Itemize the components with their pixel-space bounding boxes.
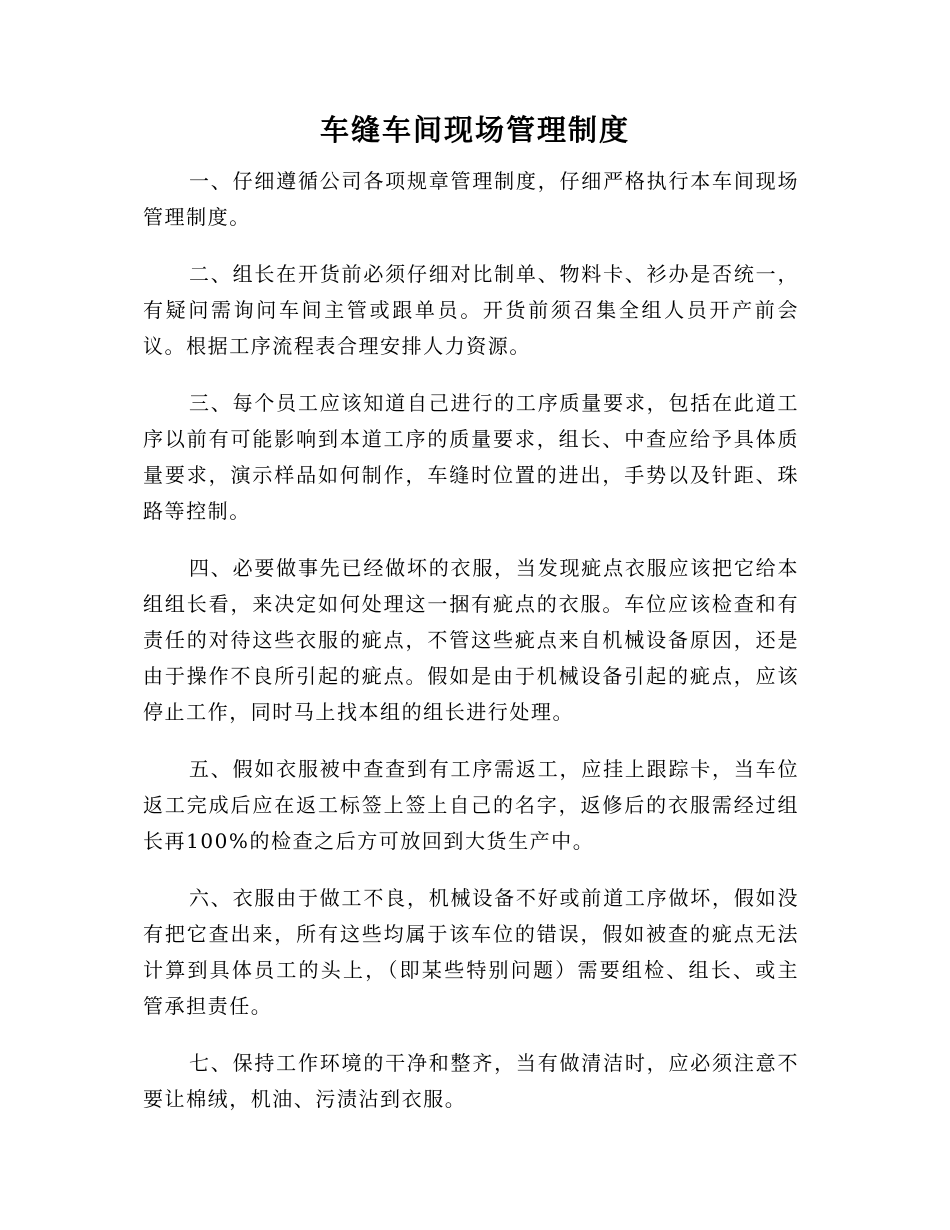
paragraph-2: 二、组长在开货前必须仔细对比制单、物料卡、衫办是否统一，有疑问需询问车间主管或跟单员。开货前须召集全组人员开产前会议。根据工序流程表合理安排人力资源。 <box>143 262 799 358</box>
paragraph-4: 四、必要做事先已经做坏的衣服，当发现疵点衣服应该把它给本组组长看，来决定如何处理这一捆有疵点的衣服。车位应该检查和有责任的对待这些衣服的疵点，不管这些疵点来自机械设备原因，还是由于操作不良所引起的疵点。假如是由于机械设备引起的疵点，应该停止工作，同时马上找本组的组长进行处理。 <box>143 556 799 724</box>
page-title: 车缝车间现场管理制度 <box>319 113 630 147</box>
paragraph-1: 一、仔细遵循公司各项规章管理制度，仔细严格执行本车间现场管理制度。 <box>143 169 799 229</box>
paragraph-3: 三、每个员工应该知道自己进行的工序质量要求，包括在此道工序以前有可能影响到本道工序的质量要求，组长、中查应给予具体质量要求，演示样品如何制作，车缝时位置的进出，手势以及针距、珠路等控制。 <box>143 391 799 523</box>
document-body <box>143 163 799 1138</box>
paragraph-6: 六、衣服由于做工不良，机械设备不好或前道工序做坏，假如没有把它查出来，所有这些均属于该车位的错误，假如被查的疵点无法计算到具体员工的头上，（即某些特别问题）需要组检、组长、或主管承担责任。 <box>143 886 799 1018</box>
paragraph-5: 五、假如衣服被中查查到有工序需返工，应挂上跟踪卡，当车位返工完成后应在返工标签上签上自己的名字，返修后的衣服需经过组长再100%的检查之后方可放回到大货生产中。 <box>143 757 799 853</box>
paragraph-7: 七、保持工作环境的干净和整齐，当有做清洁时，应必须注意不要让棉绒，机油、污渍沾到衣服。 <box>143 1051 799 1111</box>
